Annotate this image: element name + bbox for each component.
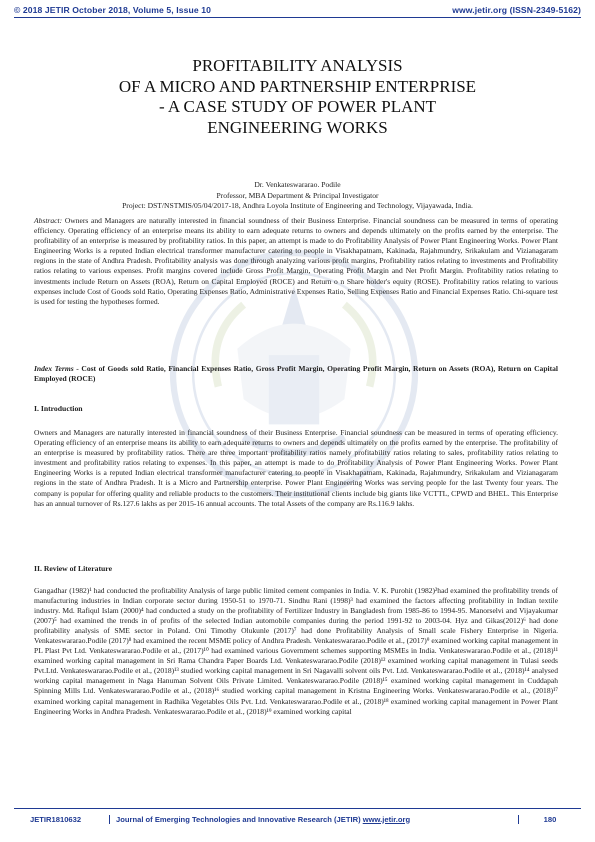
section-heading-introduction: I. Introduction <box>34 404 83 413</box>
article-id: JETIR1810632 <box>14 815 110 824</box>
footer-divider <box>14 808 581 809</box>
journal-title: Journal of Emerging Technologies and Innovative Research (JETIR) <box>116 814 363 824</box>
journal-name <box>110 815 519 824</box>
index-terms-label: Index Terms <box>34 364 74 373</box>
title-line-4: ENGINEERING WORKS <box>207 117 388 137</box>
author-name: Dr. Venkateswararao. Podile <box>254 180 341 189</box>
header-divider <box>14 17 581 18</box>
running-header <box>14 5 581 15</box>
title-line-1: PROFITABILITY ANALYSIS <box>192 56 403 75</box>
author-block <box>20 180 575 212</box>
abstract-label: Abstract: <box>34 216 63 225</box>
literature-paragraph: Gangadhar (1982)¹ had conducted the profitability Analysis of large public limited cement companies in India. V. K. Purohit (1982)²had examined the profitability trends of manufacturing industries in Indian corporate sector during 1950-51 to 1970-71. Sindhu Rani (1998)³ had examined the factors affecting profitability in Indian textile industry. Md. Rafiqul Islam (2000)⁴ had conducted a study on the profitability of Fertilizer Industry in Bangladesh from 1985-86 to 1994-95. Manorselvi and Vijayakumar (2007)⁵ had examined the trends in of profits of the selected Indian automobile companies during the period 1991-92 to 2003-04. Hyz and Gikas(2012)⁶ had done profitability analysis of SME sector in Poland. Oni Timothy Olukunle (2017)⁷ had done Profitability Analysis of Small scale Fishery Enterprise in Nigeria. Venkateswararao.Podile (2017)⁸ had examined the recent MSME policy of Andhra Pradesh. Venkateswararao.Podile et al., (2017)⁹ examined working capital management in PL Plast Pvt Ltd. Venkateswararao.Podile et al., (2017)¹⁰ had examined various Government schemes supporting MSMEs in India. Venkateswararao.Podile et al., (2018)¹¹ examined working capital management in Sri Rama Chandra Paper Boards Ltd. Venkateswararao.Podile (2018)¹² examined working capital management in Tulasi seeds Pvt.Ltd. Venkateswararao.Podile et al., (2018)¹³ studied working capital management in Sri Nagavalli solvent oils Pvt. Ltd. Venkateswararao.Podile et al., (2018)¹⁴ analysed working capital management in Naga Hanuman Solvent Oils Private Limited. Venkateswararao.Podile (2018)¹⁵ examined working capital management in Cuddapah Spinning Mills Ltd. Venkateswararao.Podile et al., (2018)¹⁶ studied working capital management in Kristna Engineering Works. Venkateswararao.Podile et al., (2018)¹⁷ examined working capital management in Radhika Vegetables Oils Pvt. Ltd. Venkateswararao.Podile et al., (2018)¹⁸ examined working capital management in Power Plant Engineering Works in Andhra Pradesh. Venkateswararao.Podile et al., (2018)¹⁹ examined working capital <box>34 586 558 716</box>
index-terms-text: - Cost of Goods sold Ratio, Financial Expenses Ratio, Gross Profit Margin, Operating Profit Margin, Return on Assets (ROA), Return on Capital Employed (ROCE) <box>34 364 558 384</box>
introduction-text <box>34 428 558 509</box>
page-number: 180 <box>543 814 557 824</box>
header-right: www.jetir.org (ISSN-2349-5162) <box>452 5 581 15</box>
literature-text <box>34 586 558 717</box>
section-heading-literature: II. Review of Literature <box>34 564 112 573</box>
abstract <box>34 216 558 307</box>
index-terms <box>34 364 558 384</box>
title-line-3: - A CASE STUDY OF POWER PLANT <box>158 97 437 117</box>
paper-title <box>40 56 555 138</box>
journal-link[interactable]: www.jetir.org <box>362 814 411 824</box>
introduction-paragraph: Owners and Managers are naturally interested in financial soundness of their Business Enterprise. Financial soundness can be measured in terms of operating efficiency. Operating efficiency of an enterprise means its ability to earn adequate returns to owners and depends ultimately on the profits earned by the enterprise. The profitability of an enterprise is measured by profitability ratios. There are three important profitability ratios namely profitability ratios relating to sales, profitability ratios relating to investment and profitability ratios relating to expenses. In this paper, an attempt is made to do Profitability Analysis of Power Plant Engineering Works. Power Plant Engineering Works is a reputed Indian electrical transformer manufacturer catering to people in Visakhapatnam, Kakinada, Rajahmundry, Srikakulam and Vizianagaram regions in the state of Andhra Pradesh. It is a Micro and Partnership enterprise. Power Plant Engineering Works was serving people for the last Twenty four years. The company is popular for offering quality and reliable products to the customers. Their institutional clients include big giants like VCTTL, CPWD and BHEL. This Enterprise has an annual turnover of Rs.127.6 lakhs as per 2015-16 annual accounts. The total Assets of the company are Rs.116.9 lakhs. <box>34 428 558 508</box>
running-footer <box>14 812 581 826</box>
abstract-text: Owners and Managers are naturally interested in financial soundness of their Business Enterprise. Financial soundness can be measured in terms of operating efficiency. Operating efficiency of an enterprise means its ability to earn adequate returns to owners and depends ultimately on the profits earned by the enterprise. The profitability of an enterprise is measured by profitability ratios. In this paper, an attempt is made to do Profitability Analysis of Power Plant Engineering Works. Power Plant Engineering Works is a reputed Indian electrical transformer manufacturer catering to people in Visakhapatnam, Kakinada, Rajahmundry, Srikakulam and Vizianagaram regions in the state of Andhra Pradesh. Profitability analysis was done through analyzing various profit margins, Profitability ratios relating to investments and Profitability ratios relating to various expenses. Profit margins covered include Gross Profit Margin, Operating Profit Margin and Net Profit Margin. Profitability ratios relating to investments include Return on Assets (ROA), Return on Capital Employed (ROCE) and Return o n Share holder's equity (ROSE). Profitability ratios relating to various expenses include Cost of Goods sold Ratio, Operating Expenses Ratio, Administrative Expenses Ratio, Selling Expenses Ratio and Financial Expenses Ratio. Chi-square test is used for testing the hypotheses formed. <box>34 216 558 306</box>
header-left: © 2018 JETIR October 2018, Volume 5, Issue 10 <box>14 5 211 15</box>
title-line-2: OF A MICRO AND PARTNERSHIP ENTERPRISE <box>118 76 477 96</box>
author-role: Professor, MBA Department & Principal Investigator <box>216 190 379 200</box>
author-project: Project: DST/NSTMIS/05/04/2017-18, Andhra Loyola Institute of Engineering and Technology, Vijayawada, India. <box>122 201 473 211</box>
